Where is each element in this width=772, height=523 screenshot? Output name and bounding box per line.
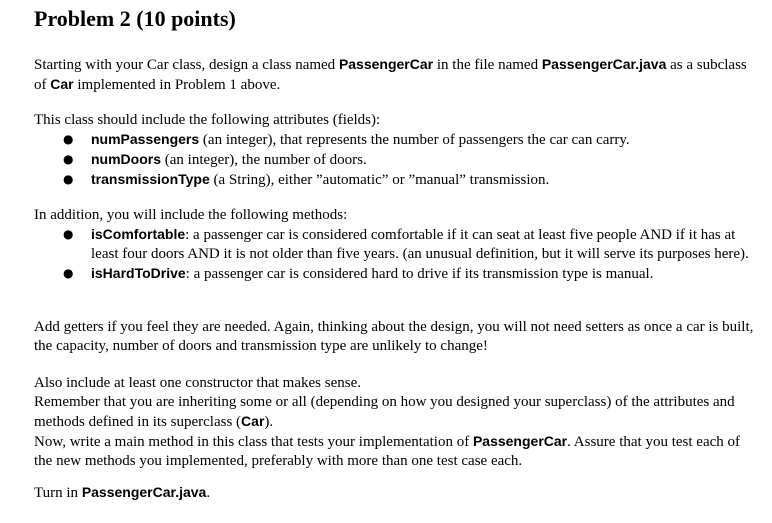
superclass-name-code: Car	[241, 413, 265, 429]
method-name-code: isHardToDrive	[91, 265, 186, 281]
method-description: : a passenger car is considered comfortable if it can seat at least five people AND if it has at least four doors AND it is not older than five years. (an unusual definition, but it will serve its purposes here).	[91, 227, 749, 262]
method-description: : a passenger car is considered hard to drive if its transmission type is manual.	[185, 266, 654, 282]
class-name-code: PassengerCar	[472, 433, 568, 449]
closing-paragraph	[34, 374, 754, 471]
intro-text: Starting with your Car class, design a class named	[34, 57, 339, 73]
class-name-code: PassengerCar	[338, 56, 434, 72]
turn-in-text: Turn in	[34, 485, 82, 501]
bullet-icon: ●	[63, 227, 74, 241]
main-method-text: . Assure that you test each of the new methods you implemented, preferably with more than one test case each.	[34, 434, 740, 469]
attribute-name-code: numPassengers	[91, 131, 200, 147]
remember-text: Remember that you are inheriting some or all (depending on how you designed your superclass) of the attributes and methods defined in its superclass (	[34, 394, 735, 430]
method-name-code: isComfortable	[91, 226, 186, 242]
list-item	[34, 170, 754, 190]
intro-text: as a subclass of	[34, 57, 747, 93]
remember-text: ).	[264, 414, 274, 430]
bullet-icon: ●	[63, 132, 74, 146]
intro-paragraph	[34, 55, 754, 95]
list-item	[34, 264, 754, 284]
problem-title: Problem 2 (10 points)	[34, 6, 236, 31]
file-name-code: PassengerCar.java	[81, 484, 207, 500]
attribute-description: (an integer), the number of doors.	[161, 152, 367, 168]
intro-text: implemented in Problem 1 above.	[73, 77, 281, 93]
turn-in-line	[34, 483, 754, 503]
bullet-icon: ●	[63, 152, 74, 166]
constructor-line: Also include at least one constructor that makes sense.	[34, 375, 361, 391]
intro-text: in the file named	[433, 57, 542, 73]
turn-in-text: .	[206, 485, 211, 501]
attribute-description: (an integer), that represents the number of passengers the car can carry.	[199, 132, 630, 148]
file-name-code: PassengerCar.java	[541, 56, 667, 72]
methods-list	[34, 225, 754, 284]
bullet-icon: ●	[63, 266, 74, 280]
getters-paragraph: Add getters if you feel they are needed. Again, thinking about the design, you will not need setters as once a car is built, the capacity, number of doors and transmission type are unlikely to change!	[34, 319, 754, 354]
superclass-name-code: Car	[50, 76, 74, 92]
list-item	[34, 130, 754, 150]
main-method-text: Now, write a main method in this class that tests your implementation of	[34, 434, 473, 450]
list-item	[34, 150, 754, 170]
attributes-list	[34, 130, 754, 190]
bullet-icon: ●	[63, 172, 74, 186]
attribute-name-code: transmissionType	[91, 171, 210, 187]
attributes-intro: This class should include the following attributes (fields):	[34, 112, 381, 128]
list-item	[34, 225, 754, 264]
methods-intro: In addition, you will include the following methods:	[34, 207, 348, 223]
attribute-description: (a String), either ”automatic” or ”manual” transmission.	[209, 172, 550, 188]
attribute-name-code: numDoors	[91, 151, 161, 167]
